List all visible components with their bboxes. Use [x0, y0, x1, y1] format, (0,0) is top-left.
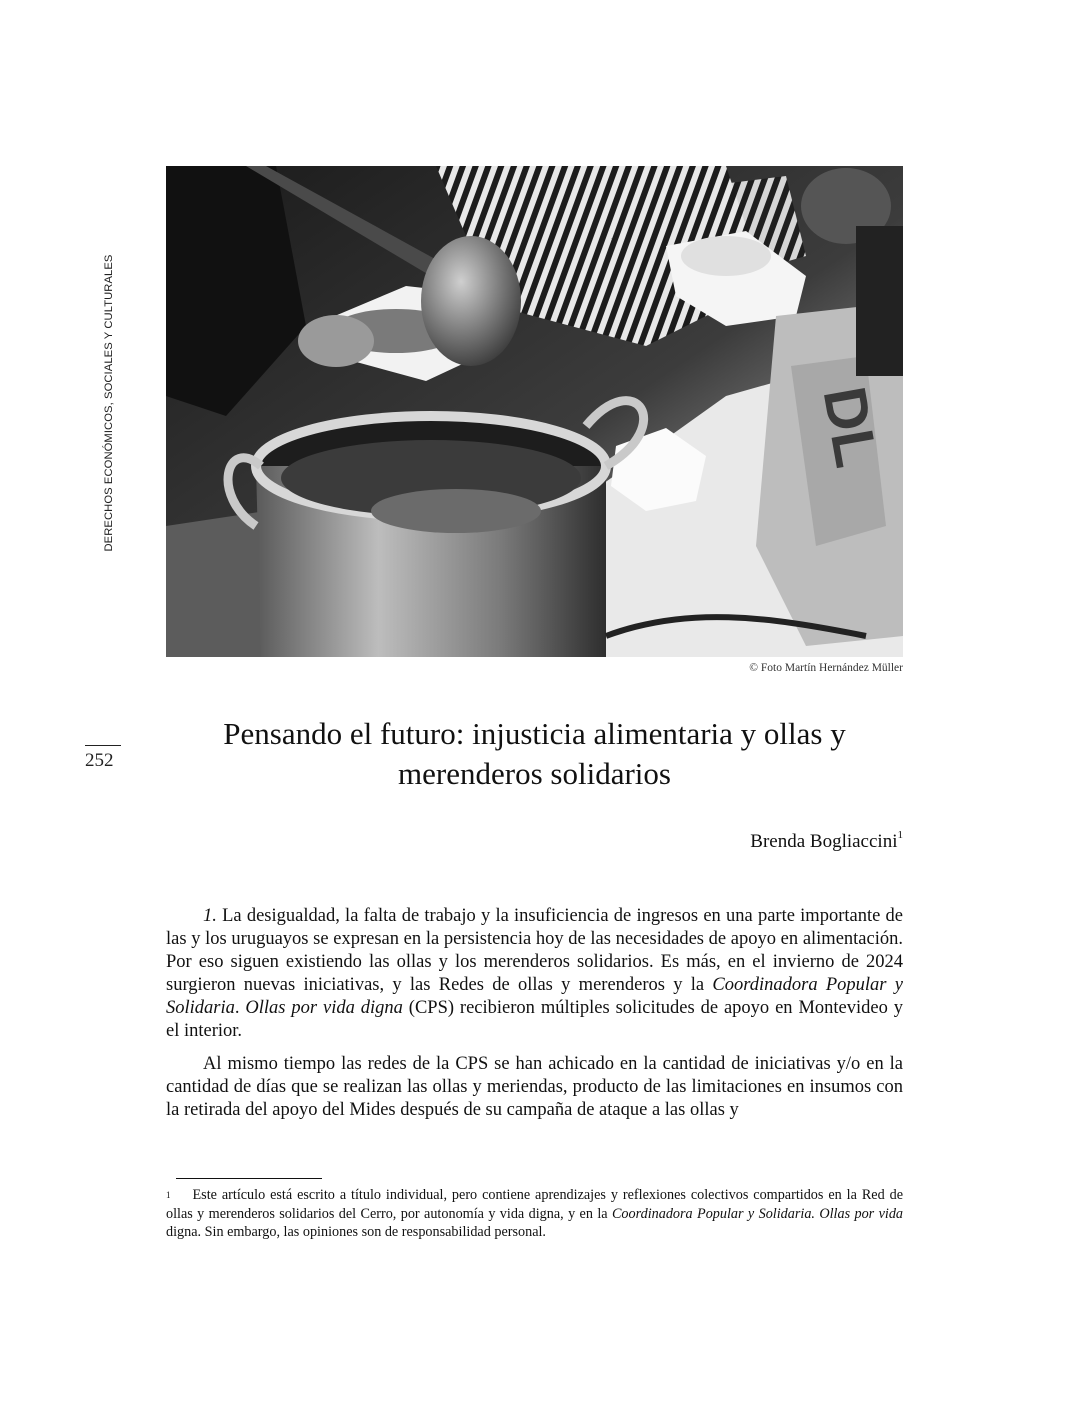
running-section-label: [99, 243, 119, 563]
author-footnote-ref[interactable]: 1: [897, 829, 903, 841]
footnote-text: Este artículo está escrito a título individual, pero contiene aprendizajes y reflexiones colectivos compartidos en la Red de ollas y merenderos solidarios del Cerro, por autonomía y vida digna, y en la: [166, 1187, 903, 1222]
article-title: Pensando el futuro: injusticia alimentaria y ollas y merenderos solidarios: [223, 716, 846, 791]
footnote: [166, 1186, 903, 1242]
footnote-text: digna. Sin embargo, las opiniones son de responsabilidad personal.: [166, 1224, 546, 1240]
article-photo: [166, 166, 903, 657]
paragraph-2: Al mismo tiempo las redes de la CPS se han achicado en la cantidad de iniciativas y/o en la cantidad de días que se realizan las ollas y meriendas, producto de las limitaciones en insumos con la retirada del apoyo del Mides después de su campaña de ataque a las ollas y: [166, 1054, 903, 1120]
paragraph-1: [166, 905, 903, 1043]
footnote-mark: 1: [166, 1190, 171, 1200]
author-name: Brenda Bogliaccini: [750, 831, 898, 852]
page-number-rule: [85, 745, 121, 746]
photo-credit: © Foto Martín Hernández Müller: [749, 662, 903, 674]
paragraph-text: .: [234, 998, 246, 1018]
page-number: 252: [85, 750, 114, 771]
svg-text:DL: DL: [810, 381, 891, 473]
italic-org-name: Coordinadora Popular y Solidaria: [166, 975, 903, 1018]
paragraph-text: (CPS) recibieron múltiples solicitudes de apoyo en Montevideo y el interior.: [166, 998, 904, 1041]
footnote-rule: [176, 1178, 322, 1179]
italic-org-name: Ollas por vida digna: [245, 998, 403, 1018]
footnote-italic: Coordinadora Popular y Solidaria. Ollas por vida: [611, 1205, 904, 1222]
author-line: [750, 831, 903, 853]
article-body: [166, 905, 903, 1132]
section-label-text: DERECHOS ECONÓMICOS, SOCIALES Y CULTURALES: [103, 254, 115, 552]
paragraph-number: 1.: [203, 906, 217, 926]
photo-illustration: [166, 166, 903, 657]
paragraph-text: La desigualdad, la falta de trabajo y la insuficiencia de ingresos en una parte importante de las y los uruguayos se expresan en la persistencia hoy de las necesidades de apoyo en alimentación. Por eso siguen existiendo las ollas y los merenderos solidarios. Es más, en el invierno de 2024 surgieron nuevas iniciativas, y las Redes de ollas y merenderos y la: [166, 906, 903, 995]
